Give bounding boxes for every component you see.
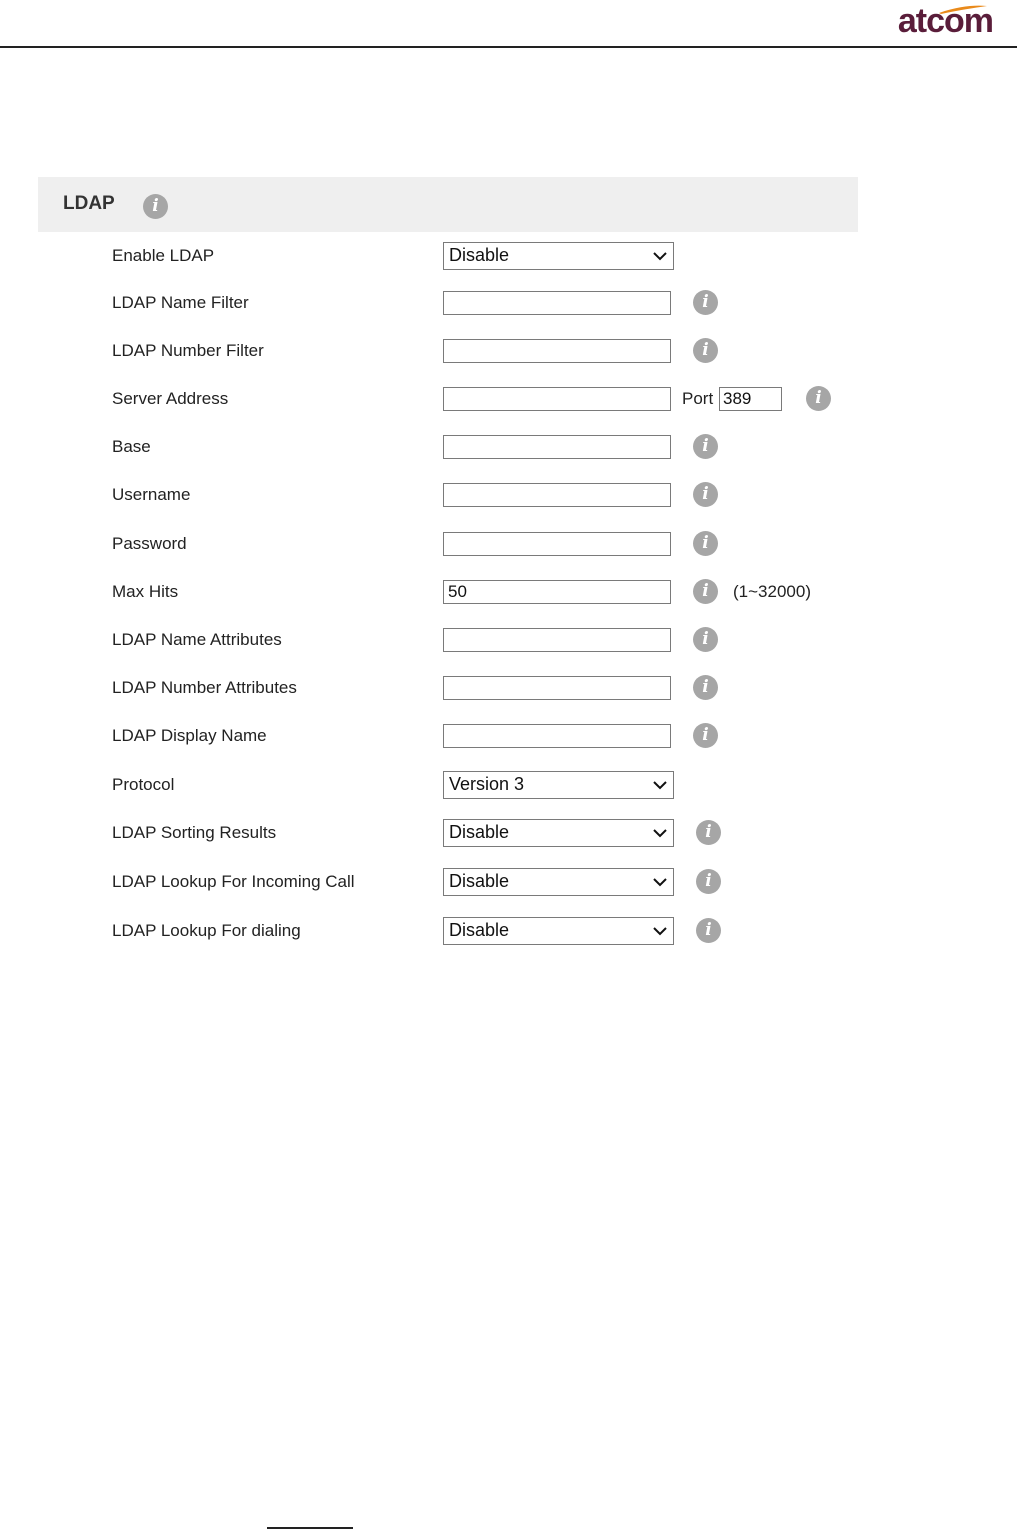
form-row-password	[0, 532, 1017, 580]
ldap-sorting-results-select[interactable]	[443, 819, 674, 847]
form-row-ldap-name-attributes	[0, 628, 1017, 676]
ldap-number-attributes-input[interactable]	[443, 676, 671, 700]
field-label: Base	[112, 437, 151, 456]
ldap-lookup-for-dialing-select[interactable]	[443, 917, 674, 945]
info-icon[interactable]: i	[693, 723, 718, 748]
max-hits-input[interactable]: 50	[443, 580, 671, 604]
form-row-ldap-lookup-for-dialing	[0, 918, 1017, 966]
range-hint: (1~32000)	[733, 582, 811, 601]
field-label: LDAP Number Filter	[112, 341, 264, 360]
form-row-enable-ldap	[0, 243, 1017, 291]
selected-value: Disable	[449, 920, 510, 940]
username-input[interactable]	[443, 483, 671, 507]
field-label: Enable LDAP	[112, 246, 215, 265]
section-title: LDAP	[63, 193, 115, 214]
info-icon[interactable]: i	[693, 531, 718, 556]
info-icon[interactable]: i	[696, 869, 721, 894]
field-label: Max Hits	[112, 582, 179, 601]
form-row-ldap-display-name	[0, 724, 1017, 772]
info-icon[interactable]: i	[693, 482, 718, 507]
field-label: Username	[112, 485, 191, 504]
info-icon[interactable]: i	[143, 194, 168, 219]
field-label: LDAP Lookup For Incoming Call	[112, 872, 355, 891]
ldap-section-header	[38, 177, 858, 232]
info-icon[interactable]: i	[806, 386, 831, 411]
info-icon[interactable]: i	[693, 675, 718, 700]
header-divider	[0, 46, 1017, 48]
field-label: LDAP Sorting Results	[112, 823, 277, 842]
chevron-down-icon	[653, 249, 667, 263]
form-row-ldap-number-filter	[0, 339, 1017, 387]
form-row-ldap-sorting-results	[0, 820, 1017, 868]
info-icon[interactable]: i	[693, 579, 718, 604]
base-input[interactable]	[443, 435, 671, 459]
form-row-max-hits	[0, 580, 1017, 628]
ldap-display-name-input[interactable]	[443, 724, 671, 748]
form-row-username	[0, 483, 1017, 531]
field-label: Password	[112, 534, 187, 553]
field-label: Protocol	[112, 775, 175, 794]
info-icon[interactable]: i	[693, 434, 718, 459]
form-row-server-address	[0, 387, 1017, 435]
server-address-input[interactable]	[443, 387, 671, 411]
selected-value: Version 3	[449, 774, 525, 794]
selected-value: Disable	[449, 245, 510, 265]
selected-value: Disable	[449, 871, 510, 891]
info-icon[interactable]: i	[693, 290, 718, 315]
field-label: LDAP Name Filter	[112, 293, 249, 312]
info-icon[interactable]: i	[696, 918, 721, 943]
chevron-down-icon	[653, 875, 667, 889]
protocol-select[interactable]	[443, 771, 674, 799]
atcom-logo: atcom	[897, 2, 993, 40]
form-row-ldap-name-filter	[0, 291, 1017, 339]
form-row-base	[0, 435, 1017, 483]
field-label: LDAP Name Attributes	[112, 630, 282, 649]
enable-ldap-select[interactable]	[443, 242, 674, 270]
document-header	[0, 0, 1017, 48]
info-icon[interactable]: i	[696, 820, 721, 845]
chevron-down-icon	[653, 826, 667, 840]
field-label: LDAP Lookup For dialing	[112, 921, 301, 940]
footer-link-underline	[267, 1527, 353, 1529]
form-row-ldap-number-attributes	[0, 676, 1017, 724]
info-icon[interactable]: i	[693, 627, 718, 652]
ldap-name-attributes-input[interactable]	[443, 628, 671, 652]
chevron-down-icon	[653, 924, 667, 938]
chevron-down-icon	[653, 778, 667, 792]
info-icon[interactable]: i	[693, 338, 718, 363]
port-label: Port	[682, 389, 714, 408]
password-input[interactable]	[443, 532, 671, 556]
form-row-protocol	[0, 772, 1017, 820]
field-label: LDAP Display Name	[112, 726, 267, 745]
form-row-ldap-lookup-for-incoming-call	[0, 869, 1017, 917]
selected-value: Disable	[449, 822, 510, 842]
port-input[interactable]: 389	[719, 387, 782, 411]
field-label: Server Address	[112, 389, 229, 408]
ldap-name-filter-input[interactable]	[443, 291, 671, 315]
ldap-number-filter-input[interactable]	[443, 339, 671, 363]
field-label: LDAP Number Attributes	[112, 678, 297, 697]
ldap-lookup-for-incoming-call-select[interactable]	[443, 868, 674, 896]
